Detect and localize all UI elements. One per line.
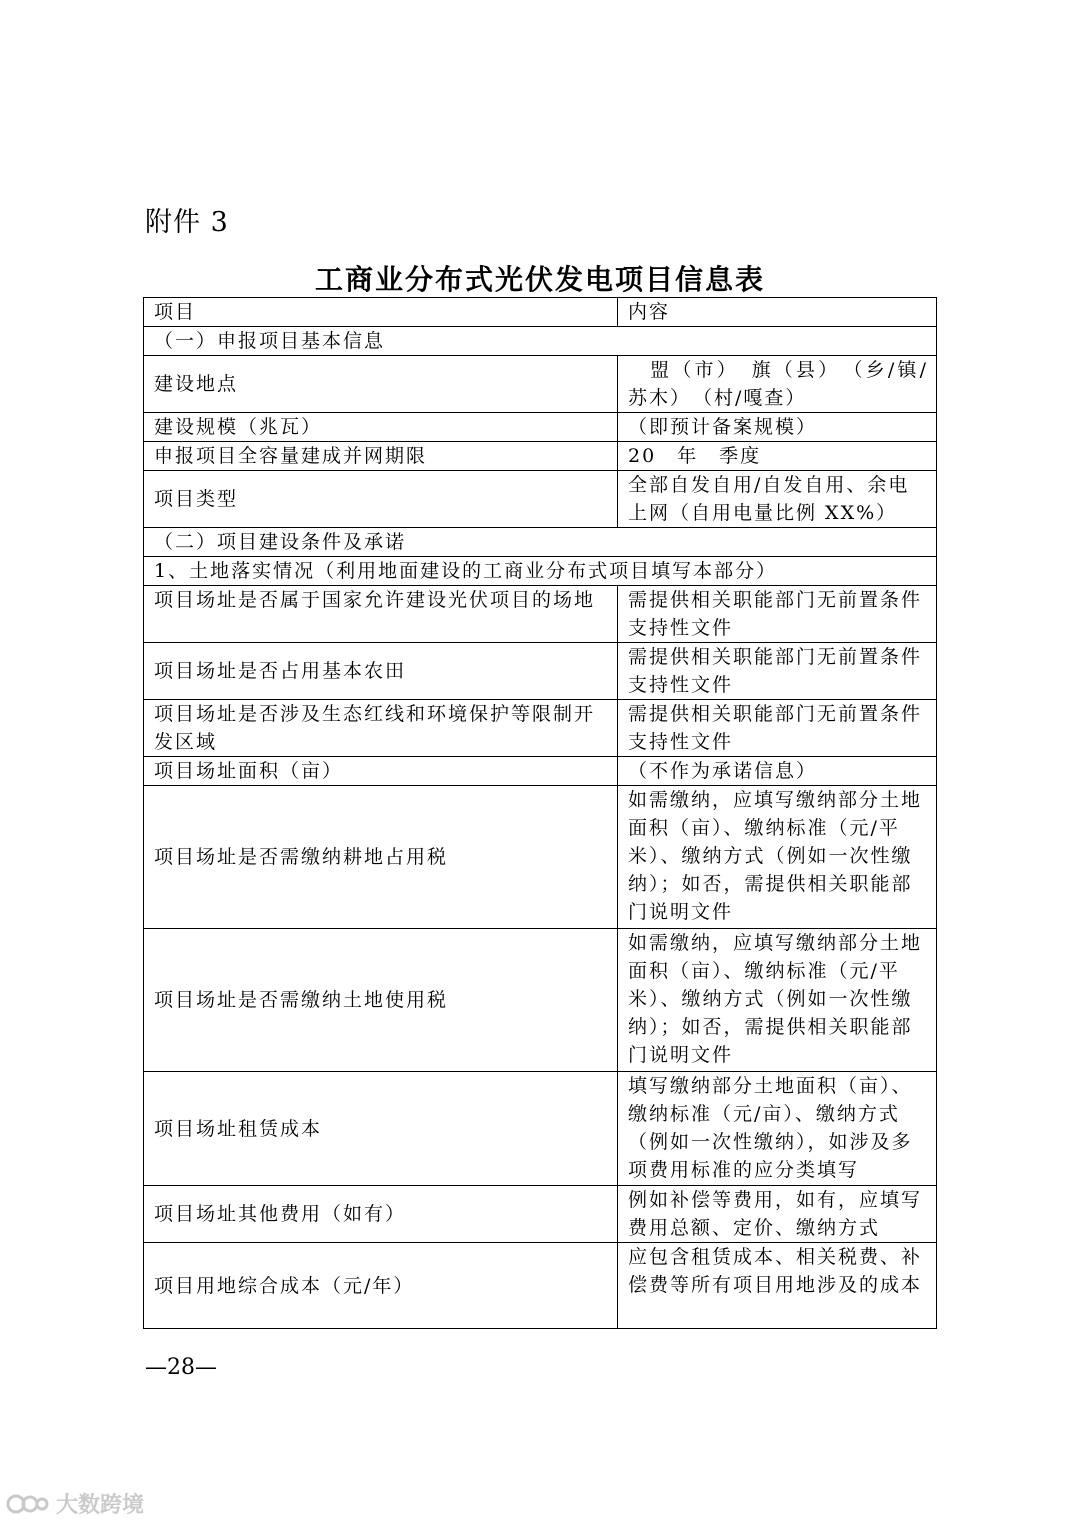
project-info-table: [143, 297, 937, 1329]
row-content: 需提供相关职能部门无前置条件支持性文件: [618, 700, 937, 757]
watermark-text: 大数跨境: [56, 1493, 145, 1518]
row-content: 全部自发自用/自发自用、余电上网（自用电量比例 XX%）: [618, 471, 937, 528]
table-row: [144, 471, 937, 528]
section-row: [144, 327, 937, 356]
row-item: 项目场址是否涉及生态红线和环境保护等限制开发区域: [144, 700, 618, 757]
row-content: 需提供相关职能部门无前置条件支持性文件: [618, 643, 937, 700]
table-row: [144, 1243, 937, 1329]
row-content: 20 年 季度: [618, 442, 937, 471]
table-row: [144, 757, 937, 786]
table-row: [144, 586, 937, 643]
subsection-row: [144, 557, 937, 586]
table-header-row: [144, 298, 937, 327]
row-content: 如需缴纳，应填写缴纳部分土地面积（亩）、缴纳标准（元/平米）、缴纳方式（例如一次性缴纳）；如否，需提供相关职能部门说明文件: [618, 786, 937, 929]
row-item: 项目场址是否需缴纳土地使用税: [144, 929, 618, 1072]
row-item: 项目场址其他费用（如有）: [144, 1186, 618, 1243]
logo-icon: [6, 1491, 50, 1517]
attachment-label: 附件 3: [145, 207, 229, 238]
page-number: —28—: [145, 1355, 217, 1380]
header-item: 项目: [144, 298, 618, 327]
watermark: [6, 1488, 144, 1519]
row-item: 项目场址租赁成本: [144, 1072, 618, 1186]
row-item: 项目类型: [144, 471, 618, 528]
section-row: [144, 528, 937, 557]
row-content: 如需缴纳，应填写缴纳部分土地面积（亩）、缴纳标准（元/平米）、缴纳方式（例如一次性缴纳）；如否，需提供相关职能部门说明文件: [618, 929, 937, 1072]
row-content: 应包含租赁成本、相关税费、补偿费等所有项目用地涉及的成本: [618, 1243, 937, 1329]
table-row: [144, 643, 937, 700]
row-item: 项目场址是否需缴纳耕地占用税: [144, 786, 618, 929]
table-row: [144, 442, 937, 471]
row-content: 盟（市） 旗（县） （乡/镇/苏木） （村/嘎查）: [618, 356, 937, 413]
row-item: 项目场址面积（亩）: [144, 757, 618, 786]
table-row: [144, 1186, 937, 1243]
row-content: 需提供相关职能部门无前置条件支持性文件: [618, 586, 937, 643]
table-row: [144, 1072, 937, 1186]
row-item: 申报项目全容量建成并网期限: [144, 442, 618, 471]
row-content: 填写缴纳部分土地面积（亩）、缴纳标准（元/亩）、缴纳方式（例如一次性缴纳），如涉及多项费用标准的应分类填写: [618, 1072, 937, 1186]
section-title: （一）申报项目基本信息: [144, 327, 937, 356]
row-item: 项目场址是否占用基本农田: [144, 643, 618, 700]
table-row: [144, 413, 937, 442]
row-item: 项目用地综合成本（元/年）: [144, 1243, 618, 1329]
row-item: 建设地点: [144, 356, 618, 413]
table-row: [144, 786, 937, 929]
row-content: （即预计备案规模）: [618, 413, 937, 442]
row-content: （不作为承诺信息）: [618, 757, 937, 786]
section-title: （二）项目建设条件及承诺: [144, 528, 937, 557]
table-row: [144, 700, 937, 757]
header-content: 内容: [618, 298, 937, 327]
document-title: 工商业分布式光伏发电项目信息表: [314, 263, 765, 296]
row-item: 建设规模（兆瓦）: [144, 413, 618, 442]
table-row: [144, 929, 937, 1072]
row-item: 项目场址是否属于国家允许建设光伏项目的场地: [144, 586, 618, 643]
subsection-title: 1、土地落实情况（利用地面建设的工商业分布式项目填写本部分）: [144, 557, 937, 586]
row-content: 例如补偿等费用，如有，应填写费用总额、定价、缴纳方式: [618, 1186, 937, 1243]
table-row: [144, 356, 937, 413]
